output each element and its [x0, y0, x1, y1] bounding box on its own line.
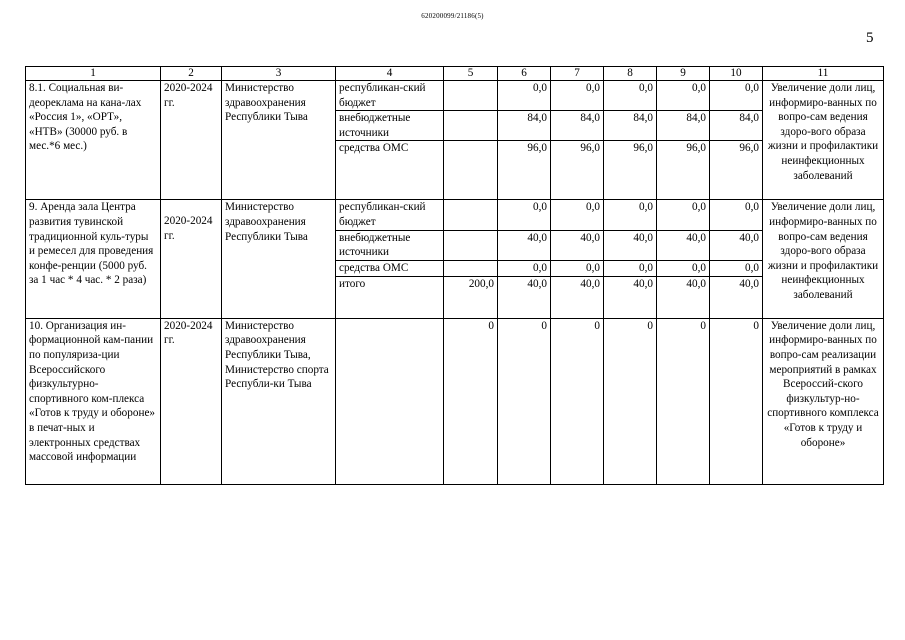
year-value-cell: 40,0: [498, 230, 551, 260]
year-value-cell: 84,0: [551, 111, 604, 141]
column-header: 5: [444, 67, 498, 81]
year-value-cell: 40,0: [710, 276, 763, 318]
column-header: 8: [604, 67, 657, 81]
year-value-cell: 96,0: [657, 141, 710, 200]
funding-source-cell: [336, 318, 444, 484]
year-value-cell: 0,0: [657, 200, 710, 230]
year-value-cell: 0,0: [498, 200, 551, 230]
activities-table: [25, 66, 884, 485]
total-cell: [444, 230, 498, 260]
year-value-cell: 96,0: [604, 141, 657, 200]
activity-cell: 10. Организация ин-формационной кам-пании по популяриза-ции Всероссийского физкультурно-спортивного ком-плекса «Готов к труду и обороне» в печат-ных и электронных средствах массовой информации: [26, 318, 161, 484]
column-header: 2: [161, 67, 222, 81]
column-header: 10: [710, 67, 763, 81]
expected-result-cell: Увеличение доли лиц, информиро-ванных по вопро-сам ведения здоро-вого образа жизни и профилактики неинфекционных заболеваний: [763, 81, 884, 200]
year-value-cell: 0,0: [604, 260, 657, 276]
column-header: 4: [336, 67, 444, 81]
year-value-cell: 0,0: [710, 81, 763, 111]
executor-cell: Министерство здравоохранения Республики Тыва: [222, 81, 336, 200]
year-value-cell: 40,0: [657, 276, 710, 318]
year-value-cell: 40,0: [604, 230, 657, 260]
total-cell: 200,0: [444, 276, 498, 318]
activity-cell: 8.1. Социальная ви-деореклама на кана-лах «Россия 1», «ОРТ», «НТВ» (30000 руб. в мес.*6 мес.): [26, 81, 161, 200]
funding-source-cell: внебюджетные источники: [336, 230, 444, 260]
year-value-cell: 0,0: [604, 200, 657, 230]
year-value-cell: 84,0: [498, 111, 551, 141]
column-header: 3: [222, 67, 336, 81]
document-id: 620200099/21186(5): [421, 12, 484, 20]
total-cell: 0: [444, 318, 498, 484]
year-value-cell: 0: [604, 318, 657, 484]
total-cell: [444, 81, 498, 111]
year-value-cell: 96,0: [551, 141, 604, 200]
total-cell: [444, 111, 498, 141]
year-value-cell: 40,0: [710, 230, 763, 260]
table-row: [26, 200, 884, 230]
year-value-cell: 0,0: [498, 81, 551, 111]
total-cell: [444, 141, 498, 200]
column-header: 11: [763, 67, 884, 81]
year-value-cell: 0: [551, 318, 604, 484]
funding-source-cell: республикан-ский бюджет: [336, 200, 444, 230]
year-value-cell: 0,0: [551, 81, 604, 111]
expected-result-cell: Увеличение доли лиц, информиро-ванных по вопро-сам реализации мероприятий в рамках Всероссий-ского физкультур-но-спортивного комплекса «Готов к труду и обороне»: [763, 318, 884, 484]
year-value-cell: 0,0: [498, 260, 551, 276]
year-value-cell: 0,0: [657, 260, 710, 276]
period-cell: 2020-2024 гг.: [161, 318, 222, 484]
executor-cell: Министерство здравоохранения Республики Тыва, Министерство спорта Республи-ки Тыва: [222, 318, 336, 484]
year-value-cell: 84,0: [710, 111, 763, 141]
column-header: 1: [26, 67, 161, 81]
funding-source-cell: средства ОМС: [336, 260, 444, 276]
year-value-cell: 84,0: [657, 111, 710, 141]
period-cell: 2020-2024 гг.: [161, 81, 222, 200]
year-value-cell: 96,0: [498, 141, 551, 200]
year-value-cell: 0: [498, 318, 551, 484]
year-value-cell: 84,0: [604, 111, 657, 141]
expected-result-cell: Увеличение доли лиц, информиро-ванных по вопро-сам ведения здоро-вого образа жизни и профилактики неинфекционных заболеваний: [763, 200, 884, 318]
total-cell: [444, 260, 498, 276]
table-row: [26, 318, 884, 484]
total-cell: [444, 200, 498, 230]
page-number: 5: [866, 30, 874, 46]
year-value-cell: 0,0: [551, 260, 604, 276]
funding-source-cell: внебюджетные источники: [336, 111, 444, 141]
year-value-cell: 0: [657, 318, 710, 484]
year-value-cell: 0: [710, 318, 763, 484]
year-value-cell: 40,0: [551, 230, 604, 260]
activity-cell: 9. Аренда зала Центра развития тувинской традиционной куль-туры и ремесел для проведения конфе-ренции (5000 руб. за 1 час * 4 час. * 2 раза): [26, 200, 161, 318]
executor-cell: Министерство здравоохранения Республики Тыва: [222, 200, 336, 318]
year-value-cell: 40,0: [498, 276, 551, 318]
column-header: 9: [657, 67, 710, 81]
funding-source-cell: республикан-ский бюджет: [336, 81, 444, 111]
year-value-cell: 96,0: [710, 141, 763, 200]
column-header: 6: [498, 67, 551, 81]
year-value-cell: 40,0: [657, 230, 710, 260]
funding-source-cell: средства ОМС: [336, 141, 444, 200]
year-value-cell: 40,0: [551, 276, 604, 318]
year-value-cell: 0,0: [657, 81, 710, 111]
year-value-cell: 0,0: [551, 200, 604, 230]
period-cell: 2020-2024 гг.: [161, 200, 222, 318]
year-value-cell: 0,0: [710, 200, 763, 230]
header-row: [26, 67, 884, 81]
year-value-cell: 40,0: [604, 276, 657, 318]
year-value-cell: 0,0: [604, 81, 657, 111]
column-header: 7: [551, 67, 604, 81]
year-value-cell: 0,0: [710, 260, 763, 276]
table-row: [26, 81, 884, 111]
funding-source-cell: итого: [336, 276, 444, 318]
